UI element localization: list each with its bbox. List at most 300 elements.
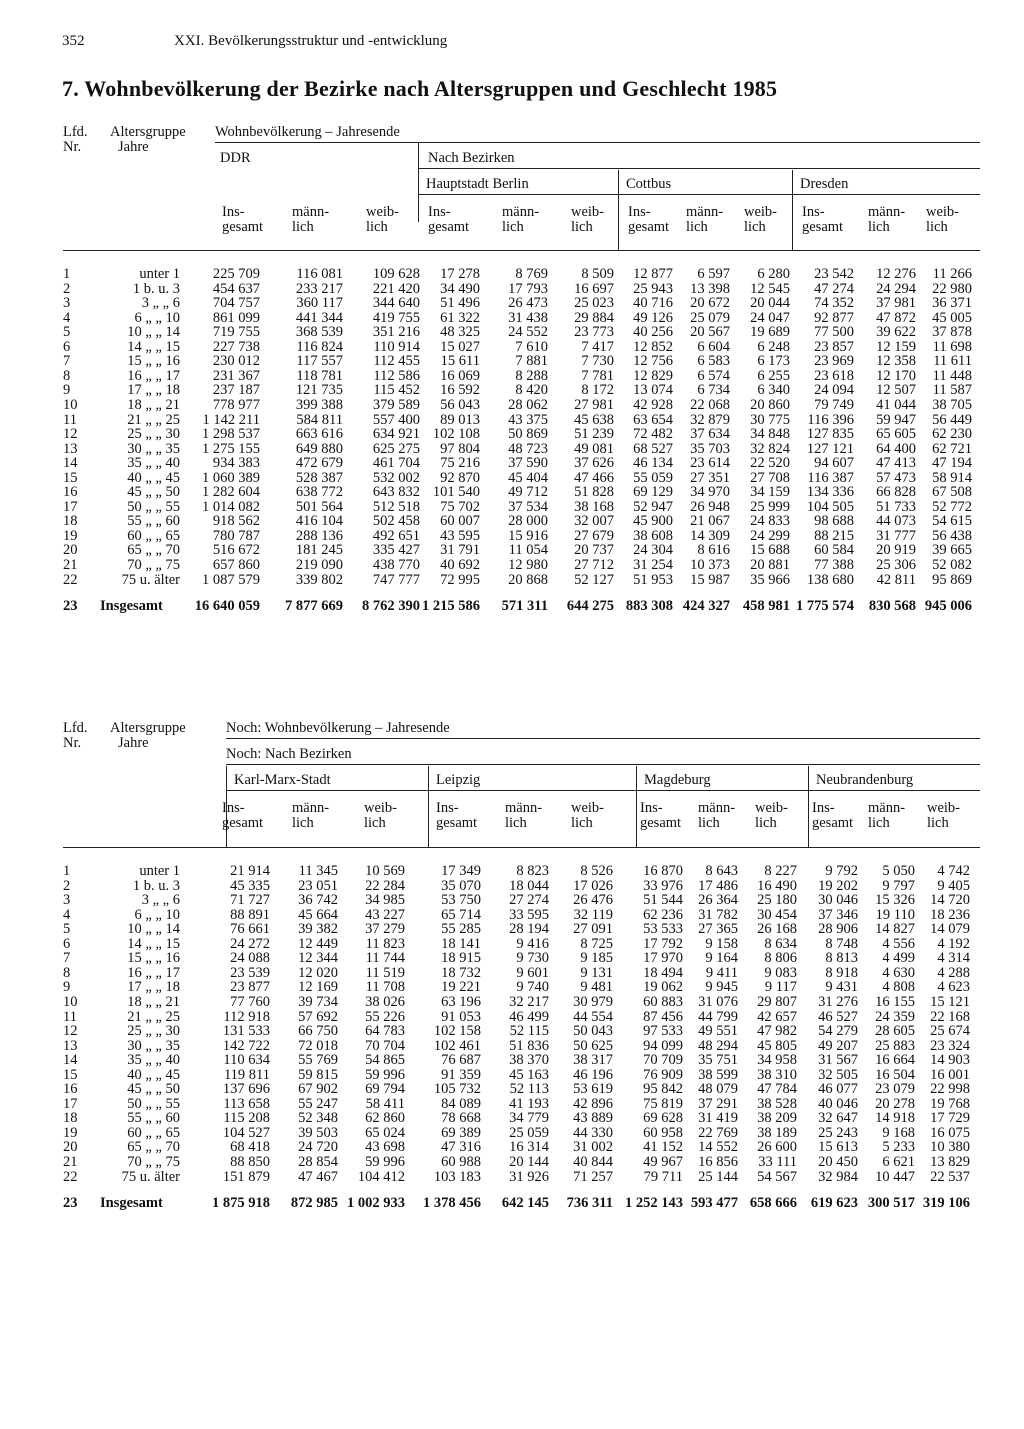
cell-value: 58 914 (932, 469, 972, 486)
cell-value: 12 020 (298, 964, 338, 981)
age-group: 25 „ „ 30 (127, 426, 180, 443)
cell-value: 14 309 (690, 527, 730, 544)
cell-value: 109 628 (372, 266, 420, 282)
cell-value: 22 769 (698, 1124, 738, 1141)
cell-value: 8 616 (697, 542, 730, 559)
cell-value: 38 026 (365, 993, 405, 1010)
cell-value: 92 870 (440, 469, 480, 486)
cell-value: 19 221 (441, 979, 481, 996)
cell-value: 12 344 (298, 950, 338, 967)
cell-value: 39 622 (876, 324, 916, 341)
cell-value: 419 755 (372, 309, 420, 326)
row-number: 16 (63, 484, 78, 501)
cell-value: 11 611 (933, 353, 972, 370)
cell-value: 37 279 (365, 921, 405, 938)
cell-value: 74 352 (814, 295, 854, 312)
cell-value: 27 712 (574, 557, 614, 573)
cell-value: 91 359 (441, 1066, 481, 1083)
cell-value: 151 879 (222, 1168, 270, 1185)
cell-value: 39 503 (298, 1124, 338, 1141)
cell-value: 8 634 (764, 935, 797, 952)
cell-value: 11 698 (932, 338, 972, 355)
cell-value: 97 804 (440, 440, 480, 457)
cell-value: 23 857 (814, 338, 854, 355)
cell-value: 102 158 (433, 1023, 481, 1040)
cell-value: 26 473 (508, 295, 548, 312)
cell-value: 47 413 (876, 455, 916, 472)
cell-value: 12 507 (876, 382, 916, 399)
cell-value: 9 740 (516, 979, 549, 996)
cell-value: 339 802 (295, 571, 343, 588)
cell-value: 16 592 (440, 382, 480, 399)
cell-value: 8 509 (581, 266, 614, 282)
subcol-label: Ins- (436, 800, 459, 816)
cell-value: 65 714 (441, 906, 481, 923)
cell-value: 8 823 (516, 863, 549, 879)
cell-value: 45 404 (508, 469, 548, 486)
lfd-label: Lfd. (63, 720, 88, 736)
subcol-label: Ins- (222, 800, 245, 816)
cell-value: 27 365 (698, 921, 738, 938)
cell-value: 26 168 (757, 921, 797, 938)
age-unit-label: Jahre (118, 735, 149, 751)
cell-value: 24 294 (876, 280, 916, 297)
subcol-label: männ- (868, 800, 906, 816)
cell-value: 12 276 (876, 266, 916, 282)
cell-value: 22 068 (690, 396, 730, 413)
cell-value: 4 556 (882, 935, 915, 952)
subcol-label: männ- (868, 204, 906, 220)
cell-value: 416 104 (295, 513, 343, 530)
cell-value: 47 466 (574, 469, 614, 486)
row-number: 8 (63, 367, 71, 384)
cell-value: 221 420 (372, 280, 420, 297)
age-group: 1 b. u. 3 (132, 877, 180, 894)
total-value: 642 145 (501, 1195, 549, 1212)
rule-main (226, 738, 980, 739)
age-group: 55 „ „ 60 (127, 1110, 180, 1127)
age-group: 17 „ „ 18 (127, 382, 180, 399)
cell-value: 16 314 (509, 1139, 549, 1156)
age-label: Altersgruppe (110, 720, 186, 736)
cell-value: 8 172 (581, 382, 614, 399)
row-number: 22 (63, 1168, 78, 1185)
cell-value: 26 600 (757, 1139, 797, 1156)
cell-value: 51 496 (440, 295, 480, 312)
cell-value: 6 734 (697, 382, 730, 399)
cell-value: 54 615 (932, 513, 972, 530)
cell-value: 94 099 (643, 1037, 683, 1054)
cell-value: 399 388 (295, 396, 343, 413)
row-number: 2 (63, 280, 71, 297)
cell-value: 1 298 537 (202, 426, 260, 443)
cell-value: 12 756 (633, 353, 673, 370)
cell-value: 40 256 (633, 324, 673, 341)
nr-label: Nr. (63, 139, 82, 155)
cell-value: 56 043 (440, 396, 480, 413)
cell-value: 9 481 (580, 979, 613, 996)
cell-value: 23 773 (574, 324, 614, 341)
cell-value: 12 170 (876, 367, 916, 384)
cell-value: 59 996 (365, 1154, 405, 1170)
cell-value: 71 727 (230, 892, 270, 909)
subcol-label: lich (505, 815, 527, 831)
cell-value: 103 183 (433, 1168, 481, 1185)
cell-value: 47 872 (876, 309, 916, 326)
cell-value: 44 799 (698, 1008, 738, 1025)
cell-value: 25 180 (757, 892, 797, 909)
cell-value: 9 117 (764, 979, 797, 996)
cell-value: 454 637 (212, 280, 260, 297)
cell-value: 13 829 (930, 1154, 970, 1170)
cell-value: 37 981 (876, 295, 916, 312)
cell-value: 14 079 (930, 921, 970, 938)
row-number: 14 (63, 1052, 78, 1069)
cell-value: 38 705 (932, 396, 972, 413)
total-value: 458 981 (742, 598, 790, 615)
cell-value: 52 082 (932, 557, 972, 573)
cell-value: 47 316 (441, 1139, 481, 1156)
chapter-title: XXI. Bevölkerungsstruktur und -entwicklung (174, 33, 448, 49)
cell-value: 104 505 (806, 498, 854, 515)
age-group: unter 1 (139, 266, 180, 282)
cell-value: 37 346 (818, 906, 858, 923)
subcol-label: lich (571, 219, 593, 235)
age-group: 10 „ „ 14 (127, 921, 180, 938)
cell-value: 24 088 (230, 950, 270, 967)
cell-value: 116 396 (807, 411, 854, 428)
cell-value: 16 664 (875, 1052, 915, 1069)
cell-value: 747 777 (372, 571, 420, 588)
cell-value: 46 134 (633, 455, 673, 472)
cell-value: 20 144 (509, 1154, 549, 1170)
cell-value: 44 554 (573, 1008, 613, 1025)
cell-value: 20 737 (574, 542, 614, 559)
row-number: 9 (63, 382, 71, 399)
cell-value: 54 865 (365, 1052, 405, 1069)
cell-value: 1 087 579 (202, 571, 260, 588)
subcol-label: lich (366, 219, 388, 235)
row-number: 17 (63, 498, 78, 515)
cell-value: 77 388 (814, 557, 854, 573)
cell-value: 8 643 (705, 863, 738, 879)
header-main: Noch: Wohnbevölkerung – Jahresende (226, 720, 450, 736)
cell-value: 18 236 (930, 906, 970, 923)
cell-value: 32 505 (818, 1066, 858, 1083)
cell-value: 60 584 (814, 542, 854, 559)
subcol-label: weib- (744, 204, 778, 220)
age-group: 40 „ „ 45 (127, 469, 180, 486)
age-group: 16 „ „ 17 (127, 964, 180, 981)
cell-value: 38 599 (698, 1066, 738, 1083)
cell-value: 532 002 (372, 469, 420, 486)
cell-value: 104 527 (222, 1124, 270, 1141)
cell-value: 28 000 (508, 513, 548, 530)
cell-value: 6 173 (757, 353, 790, 370)
cell-value: 16 001 (930, 1066, 970, 1083)
age-group: 40 „ „ 45 (127, 1066, 180, 1083)
cell-value: 12 449 (298, 935, 338, 952)
total-value: 945 006 (924, 598, 972, 615)
cell-value: 32 879 (690, 411, 730, 428)
cell-value: 15 688 (750, 542, 790, 559)
cell-value: 62 236 (643, 906, 683, 923)
subcol-label: gesamt (802, 219, 844, 235)
cell-value: 17 486 (698, 877, 738, 894)
cell-value: 8 227 (764, 863, 797, 879)
subcol-label: männ- (698, 800, 736, 816)
cell-value: 335 427 (372, 542, 420, 559)
cell-value: 11 823 (365, 935, 405, 952)
cell-value: 379 589 (372, 396, 420, 413)
cell-value: 6 604 (697, 338, 730, 355)
age-group: 17 „ „ 18 (127, 979, 180, 996)
cell-value: 12 358 (876, 353, 916, 370)
header-ddr: DDR (220, 150, 251, 166)
cell-value: 23 539 (230, 964, 270, 981)
cell-value: 704 757 (212, 295, 260, 312)
cell-value: 438 770 (372, 557, 420, 573)
cell-value: 16 155 (875, 993, 915, 1010)
cell-value: 24 552 (508, 324, 548, 341)
age-group: 10 „ „ 14 (127, 324, 180, 341)
cell-value: 9 792 (825, 863, 858, 879)
age-group: 35 „ „ 40 (127, 455, 180, 472)
cell-value: 40 692 (440, 557, 480, 573)
cell-value: 78 668 (441, 1110, 481, 1127)
total-label: Insgesamt (100, 598, 163, 615)
cell-value: 12 980 (508, 557, 548, 573)
vrule-region (636, 766, 637, 847)
cell-value: 29 807 (757, 993, 797, 1010)
cell-value: 4 499 (882, 950, 915, 967)
cell-value: 47 274 (814, 280, 854, 297)
cell-value: 24 047 (750, 309, 790, 326)
cell-value: 116 824 (296, 338, 343, 355)
cell-value: 18 494 (643, 964, 683, 981)
row-number: 19 (63, 1124, 78, 1141)
cell-value: 112 918 (223, 1008, 270, 1025)
row-number: 23 (63, 1195, 78, 1212)
cell-value: 20 868 (508, 571, 548, 588)
page-header (62, 33, 447, 50)
cell-value: 102 108 (432, 426, 480, 443)
cell-value: 62 721 (932, 440, 972, 457)
cell-value: 634 921 (372, 426, 420, 443)
cell-value: 584 811 (296, 411, 343, 428)
subcol-label: lich (686, 219, 708, 235)
cell-value: 472 679 (295, 455, 343, 472)
cell-value: 9 730 (516, 950, 549, 967)
cell-value: 87 456 (643, 1008, 683, 1025)
age-unit-label: Jahre (118, 139, 149, 155)
age-group: 35 „ „ 40 (127, 1052, 180, 1069)
cell-value: 44 330 (573, 1124, 613, 1141)
cell-value: 17 729 (930, 1110, 970, 1127)
cell-value: 28 194 (509, 921, 549, 938)
cell-value: 45 664 (298, 906, 338, 923)
subcol-label: Ins- (640, 800, 663, 816)
cell-value: 48 294 (698, 1037, 738, 1054)
cell-value: 8 918 (825, 964, 858, 981)
cell-value: 38 310 (757, 1066, 797, 1083)
cell-value: 52 113 (509, 1081, 549, 1098)
cell-value: 10 373 (690, 557, 730, 573)
age-group: 1 b. u. 3 (132, 280, 180, 297)
cell-value: 112 586 (373, 367, 420, 384)
table-title: 7. Wohnbevölkerung der Bezirke nach Altersgruppen und Geschlecht 1985 (62, 76, 778, 101)
cell-value: 34 490 (440, 280, 480, 297)
cell-value: 45 805 (757, 1037, 797, 1054)
cell-value: 24 094 (814, 382, 854, 399)
cell-value: 29 884 (574, 309, 614, 326)
cell-value: 12 169 (298, 979, 338, 996)
vrule-region (792, 170, 793, 250)
cell-value: 8 725 (580, 935, 613, 952)
cell-value: 131 533 (222, 1023, 270, 1040)
cell-value: 88 891 (230, 906, 270, 923)
cell-value: 12 852 (633, 338, 673, 355)
cell-value: 77 500 (814, 324, 854, 341)
cell-value: 227 738 (212, 338, 260, 355)
cell-value: 16 504 (875, 1066, 915, 1083)
cell-value: 59 947 (876, 411, 916, 428)
cell-value: 11 345 (298, 863, 338, 879)
region-header: Cottbus (626, 176, 672, 192)
cell-value: 15 121 (930, 993, 970, 1010)
cell-value: 63 196 (441, 993, 481, 1010)
cell-value: 288 136 (295, 527, 343, 544)
cell-value: 49 207 (818, 1037, 858, 1054)
cell-value: 10 569 (365, 863, 405, 879)
age-group: 14 „ „ 15 (127, 338, 180, 355)
cell-value: 40 716 (633, 295, 673, 312)
cell-value: 57 473 (876, 469, 916, 486)
total-value: 872 985 (290, 1195, 338, 1212)
cell-value: 9 158 (705, 935, 738, 952)
cell-value: 14 720 (930, 892, 970, 909)
cell-value: 55 059 (633, 469, 673, 486)
cell-value: 8 806 (764, 950, 797, 967)
cell-value: 49 967 (643, 1154, 683, 1170)
cell-value: 19 110 (875, 906, 915, 923)
age-group: 21 „ „ 25 (127, 411, 180, 428)
cell-value: 60 988 (441, 1154, 481, 1170)
cell-value: 115 452 (373, 382, 420, 399)
cell-value: 71 257 (573, 1168, 613, 1185)
cell-value: 18 915 (441, 950, 481, 967)
subcol-label: lich (292, 219, 314, 235)
cell-value: 11 448 (932, 367, 972, 384)
cell-value: 27 981 (574, 396, 614, 413)
age-group: 50 „ „ 55 (127, 498, 180, 515)
cell-value: 719 755 (212, 324, 260, 341)
cell-value: 7 881 (515, 353, 548, 370)
subcol-label: weib- (571, 800, 605, 816)
age-group: 3 „ „ 6 (141, 892, 180, 909)
cell-value: 24 359 (875, 1008, 915, 1025)
cell-value: 69 129 (633, 484, 673, 501)
cell-value: 19 062 (643, 979, 683, 996)
cell-value: 225 709 (212, 266, 260, 282)
cell-value: 37 634 (690, 426, 730, 443)
cell-value: 501 564 (295, 498, 343, 515)
rule-header-bottom (63, 250, 980, 251)
cell-value: 19 768 (930, 1095, 970, 1112)
cell-value: 33 111 (758, 1154, 797, 1170)
cell-value: 47 982 (757, 1023, 797, 1040)
cell-value: 9 405 (937, 877, 970, 894)
total-value: 830 568 (868, 598, 916, 615)
row-number: 13 (63, 1037, 78, 1054)
cell-value: 43 227 (365, 906, 405, 923)
cell-value: 75 216 (440, 455, 480, 472)
rule-sub (226, 764, 980, 765)
cell-value: 49 551 (698, 1023, 738, 1040)
cell-value: 62 860 (365, 1110, 405, 1127)
cell-value: 9 164 (705, 950, 738, 967)
cell-value: 9 431 (825, 979, 858, 996)
cell-value: 17 278 (440, 266, 480, 282)
cell-value: 4 192 (937, 935, 970, 952)
cell-value: 934 383 (212, 455, 260, 472)
age-group: 75 u. älter (121, 1168, 180, 1185)
row-number: 6 (63, 935, 71, 952)
cell-value: 23 618 (814, 367, 854, 384)
cell-value: 50 869 (508, 426, 548, 443)
cell-value: 60 958 (643, 1124, 683, 1141)
row-number: 5 (63, 921, 71, 938)
age-group: 18 „ „ 21 (127, 993, 180, 1010)
subcol-label: gesamt (812, 815, 854, 831)
cell-value: 95 869 (932, 571, 972, 588)
subcol-label: männ- (292, 204, 330, 220)
row-number: 12 (63, 426, 78, 443)
cell-value: 22 520 (750, 455, 790, 472)
cell-value: 37 534 (508, 498, 548, 515)
cell-value: 22 537 (930, 1168, 970, 1185)
age-group: 25 „ „ 30 (127, 1023, 180, 1040)
cell-value: 95 842 (643, 1081, 683, 1098)
cell-value: 25 059 (509, 1124, 549, 1141)
cell-value: 47 467 (298, 1168, 338, 1185)
cell-value: 23 614 (690, 455, 730, 472)
cell-value: 59 815 (298, 1066, 338, 1083)
cell-value: 112 455 (373, 353, 420, 370)
cell-value: 37 878 (932, 324, 972, 341)
row-number: 7 (63, 353, 71, 370)
subcol-label: gesamt (428, 219, 470, 235)
cell-value: 9 601 (516, 964, 549, 981)
cell-value: 76 661 (230, 921, 270, 938)
cell-value: 38 528 (757, 1095, 797, 1112)
cell-value: 861 099 (212, 309, 260, 326)
subcol-label: gesamt (222, 815, 264, 831)
subcol-label: lich (364, 815, 386, 831)
cell-value: 20 044 (750, 295, 790, 312)
row-number: 6 (63, 338, 71, 355)
cell-value: 17 349 (441, 863, 481, 879)
subcol-label: weib- (364, 800, 398, 816)
cell-value: 17 026 (573, 877, 613, 894)
cell-value: 92 877 (814, 309, 854, 326)
cell-value: 7 730 (581, 353, 614, 370)
cell-value: 7 781 (581, 367, 614, 384)
cell-value: 4 288 (937, 964, 970, 981)
total-value: 1 215 586 (422, 598, 480, 615)
cell-value: 45 900 (633, 513, 673, 530)
cell-value: 24 304 (633, 542, 673, 559)
